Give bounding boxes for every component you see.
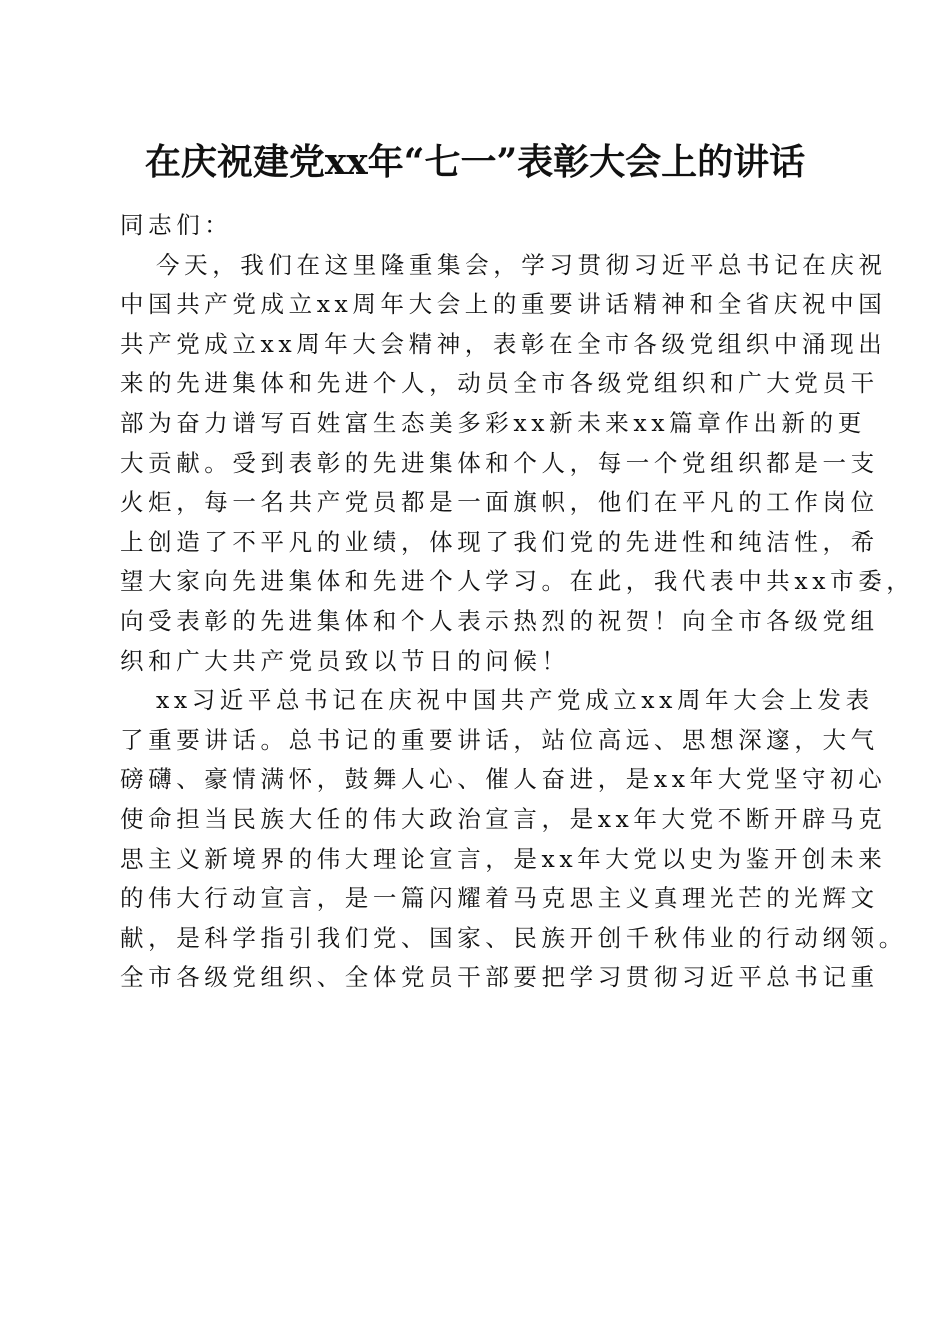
paragraph-line: 中国共产党成立xx周年大会上的重要讲话精神和全省庆祝中国: [120, 290, 887, 319]
paragraph-line: 思主义新境界的伟大理论宣言，是xx年大党以史为鉴开创未来: [120, 844, 887, 873]
paragraph-line: 来的先进集体和先进个人，动员全市各级党组织和广大党员干: [120, 369, 879, 398]
paragraph-line: 上创造了不平凡的业绩，体现了我们党的先进性和纯洁性，希: [120, 527, 879, 556]
paragraph-1: [120, 246, 915, 682]
document-body: [120, 206, 915, 998]
paragraph-line: 向受表彰的先进集体和个人表示热烈的祝贺！向全市各级党组: [120, 606, 879, 635]
paragraph-line: 全市各级党组织、全体党员干部要把学习贯彻习近平总书记重: [120, 963, 879, 992]
paragraph-line: 望大家向先进集体和先进个人学习。在此，我代表中共xx市委，: [120, 567, 915, 596]
paragraph-line: 织和广大共产党员致以节日的问候！: [120, 646, 570, 675]
paragraph-line: 今天，我们在这里隆重集会，学习贯彻习近平总书记在庆祝: [156, 250, 887, 279]
paragraph-2: [120, 681, 907, 998]
salutation: 同志们：: [120, 211, 233, 239]
paragraph-line: 大贡献。受到表彰的先进集体和个人，每一个党组织都是一支: [120, 448, 879, 477]
paragraph-line: 部为奋力谱写百姓富生态美多彩xx新未来xx篇章作出新的更: [120, 408, 866, 437]
paragraph-line: xx习近平总书记在庆祝中国共产党成立xx周年大会上发表: [156, 686, 874, 715]
paragraph-line: 共产党成立xx周年大会精神，表彰在全市各级党组织中涌现出: [120, 329, 887, 358]
paragraph-line: 的伟大行动宣言，是一篇闪耀着马克思主义真理光芒的光辉文: [120, 884, 879, 913]
paragraph-line: 火炬，每一名共产党员都是一面旗帜，他们在平凡的工作岗位: [120, 488, 879, 517]
paragraph-line: 磅礴、豪情满怀，鼓舞人心、催人奋进，是xx年大党坚守初心: [120, 765, 887, 794]
paragraph-line: 献，是科学指引我们党、国家、民族开创千秋伟业的行动纲领。: [120, 923, 907, 952]
paragraph-line: 了重要讲话。总书记的重要讲话，站位高远、思想深邃，大气: [120, 725, 879, 754]
document-title: 在庆祝建党xx年“七一”表彰大会上的讲话: [144, 141, 806, 183]
paragraph-line: 使命担当民族大任的伟大政治宣言，是xx年大党不断开辟马克: [120, 804, 887, 833]
